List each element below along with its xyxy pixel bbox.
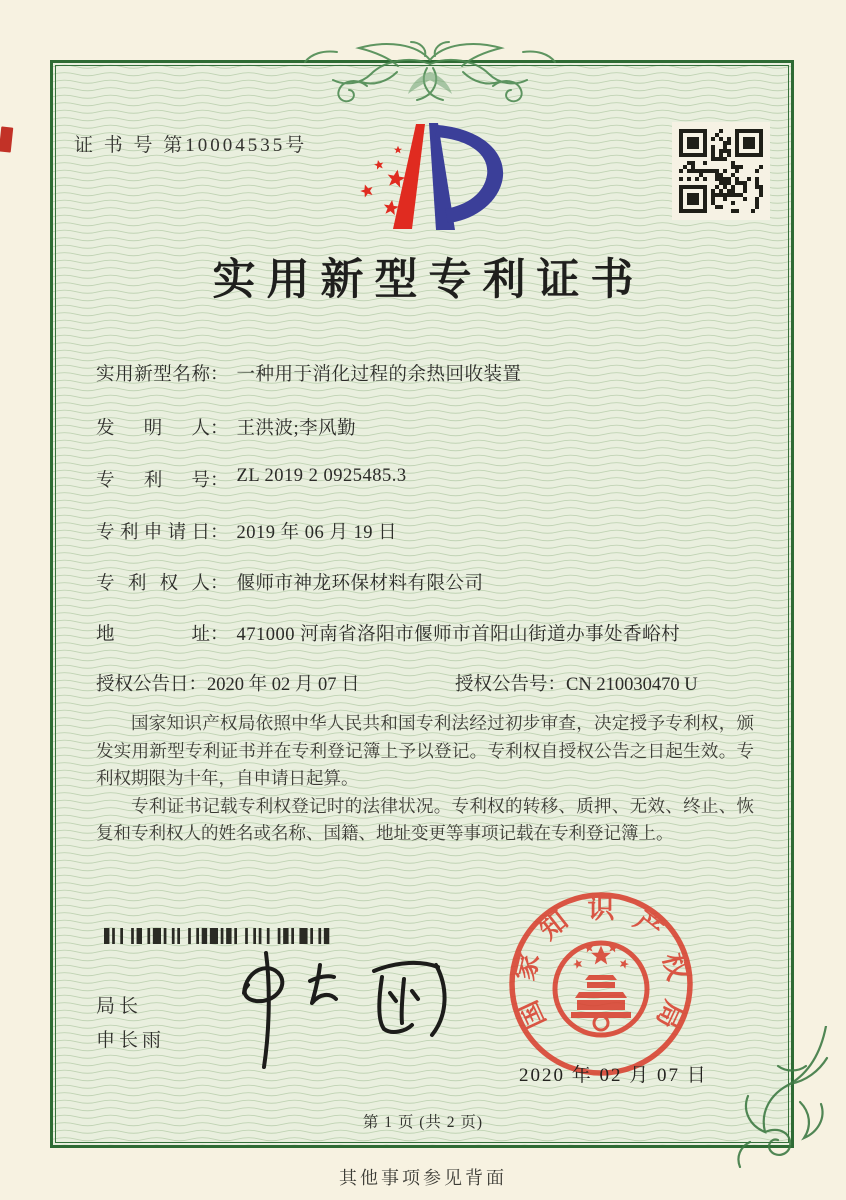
page-number: 第 1 页 (共 2 页) [362,1114,484,1131]
colon: ： [210,471,229,491]
field-value: 王洪波;李风勤 [236,419,357,439]
field-row-inventors [96,414,356,438]
grant-row [96,670,698,696]
field-row-filing-date [96,518,397,542]
field-label: 实用新型名称 [96,365,210,385]
field-value: 偃师市神龙环保材料有限公司 [236,574,484,594]
colon: ： [210,625,229,645]
field-row-patent-number [96,466,407,490]
colon: ： [188,675,208,695]
colon: ： [210,419,229,439]
field-value: 一种用于消化过程的余热回收装置 [236,365,522,385]
commissioner-signature [222,935,472,1075]
field-value: 2019 年 06 月 19 日 [236,523,398,543]
field-row-address [96,620,680,644]
grant-no-value: CN 210030470 U [566,675,698,695]
qr-code [672,122,770,220]
seal-char: 权 [657,950,693,984]
seal-char: 产 [628,904,669,946]
colon: ： [210,523,229,543]
corner-flourish [730,1026,836,1168]
legal-paragraph-1: 国家知识产权局依照中华人民共和国专利法经过初步审查，决定授予专利权，颁发实用新型专利证书并在专利登记簿上予以登记。专利权自授权公告之日起生效。专利权期限为十年，自申请日起算。 [96,713,754,788]
cnipa-logo [328,110,532,238]
field-label: 地址 [96,625,210,645]
seal-char: 知 [533,904,574,946]
commissioner-title: 局长 [96,996,143,1017]
certificate-number: 证 书 号 第10004535号 [74,135,308,156]
seal-char: 国 [512,996,552,1034]
seal-char: 识 [587,894,615,924]
top-ornament [283,32,577,116]
grant-no-label: 授权公告号 [455,675,548,695]
seal-char: 局 [650,996,690,1034]
colon: ： [210,574,229,594]
field-row-patentee [96,569,484,593]
colon: ： [210,365,229,385]
legal-text [96,710,754,848]
field-value: 471000 河南省洛阳市偃师市首阳山街道办事处香峪村 [236,625,681,645]
field-label: 发明人 [96,419,210,439]
colon: ： [547,675,567,695]
seal-date: 2020 年 02 月 07 日 [519,1065,708,1086]
field-row-name [96,360,522,384]
grant-date-value: 2020 年 02 月 07 日 [207,675,360,695]
back-side-note: 其他事项参见背面 [339,1168,507,1188]
field-label: 专利权人 [96,574,210,594]
commissioner-name: 申长雨 [96,1030,166,1051]
certificate-title: 实用新型专利证书 [212,257,645,304]
field-label: 专利号 [96,471,210,491]
official-seal [505,888,697,1080]
seal-char: 家 [509,950,545,984]
field-value: ZL 2019 2 0925485.3 [236,466,407,486]
legal-paragraph-2: 专利证书记载专利权登记时的法律状况。专利权的转移、质押、无效、终止、恢复和专利权人的姓名或名称、国籍、地址变更等事项记载在专利登记簿上。 [96,795,754,843]
grant-date-label: 授权公告日 [96,675,189,695]
field-label: 专利申请日 [96,523,210,543]
